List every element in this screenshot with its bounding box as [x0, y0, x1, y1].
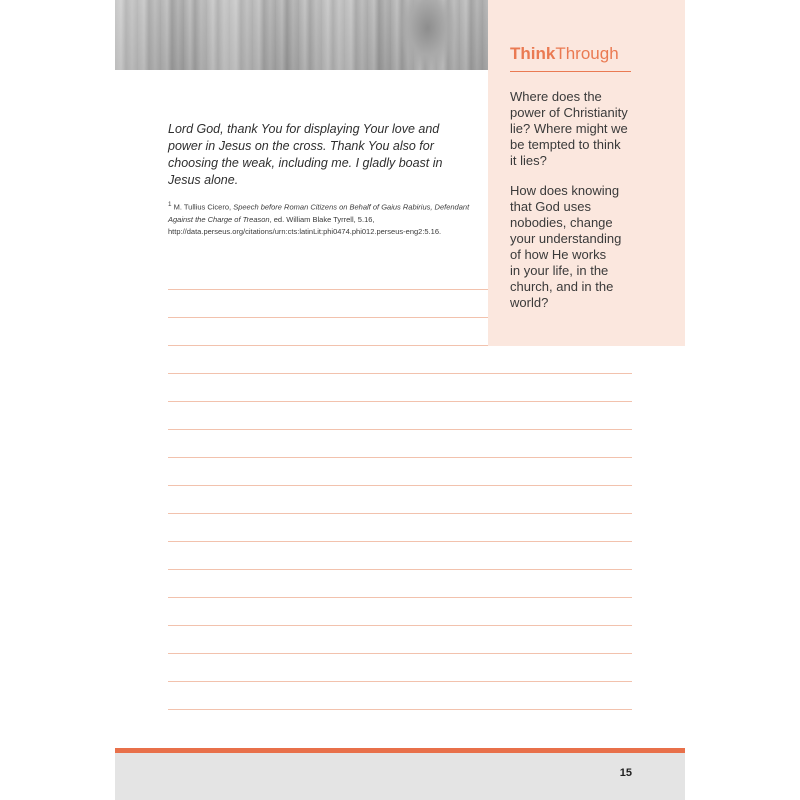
writing-line [168, 373, 632, 374]
writing-line [168, 541, 632, 542]
footnote-title: Speech before Roman Citizens on Behalf of Gaius Rabirius, Defendant Against the Charge of Treason [168, 202, 470, 224]
writing-line [168, 401, 632, 402]
writing-line [168, 597, 632, 598]
writing-line [168, 681, 632, 682]
sidebar-question-2: How does knowing that God uses nobodies, change your understanding of how He works in your life, in the church, and in the world? [510, 183, 622, 310]
writing-line [168, 289, 488, 290]
writing-line [168, 457, 632, 458]
photo-shadow [400, 0, 455, 70]
writing-line [168, 653, 632, 654]
header-photo [115, 0, 488, 70]
writing-line [168, 709, 632, 710]
writing-line [168, 625, 632, 626]
sidebar-title-rule [510, 71, 631, 72]
sidebar-title-light: Through [555, 44, 619, 63]
sidebar-title-strong: Think [510, 44, 556, 63]
sidebar-question-1: Where does the power of Christianity lie? Where might we be tempted to think it lies? [510, 89, 628, 168]
prayer-text: Lord God, thank You for displaying Your love and power in Jesus on the cross. Thank You also for choosing the weak, including me. I gladly boast in Jesus alone. [168, 122, 443, 187]
writing-line [168, 513, 632, 514]
footnote-details: , ed. William Blake Tyrrell, 5.16, http://data.perseus.org/citations/urn:cts:latinLit:phi0474.phi012.perseus-eng2:5.16. [168, 214, 442, 236]
writing-line [168, 569, 632, 570]
page-footer [115, 753, 685, 800]
page-number: 15 [619, 767, 632, 779]
writing-line [168, 317, 488, 318]
writing-line [168, 429, 632, 430]
think-through-sidebar [488, 0, 685, 346]
sidebar-title [510, 44, 619, 64]
footnote-marker: 1 [168, 201, 172, 208]
footnote-author: M. Tullius Cicero, [173, 202, 234, 212]
writing-line [168, 485, 632, 486]
footnote [168, 199, 473, 238]
writing-line [168, 345, 488, 346]
